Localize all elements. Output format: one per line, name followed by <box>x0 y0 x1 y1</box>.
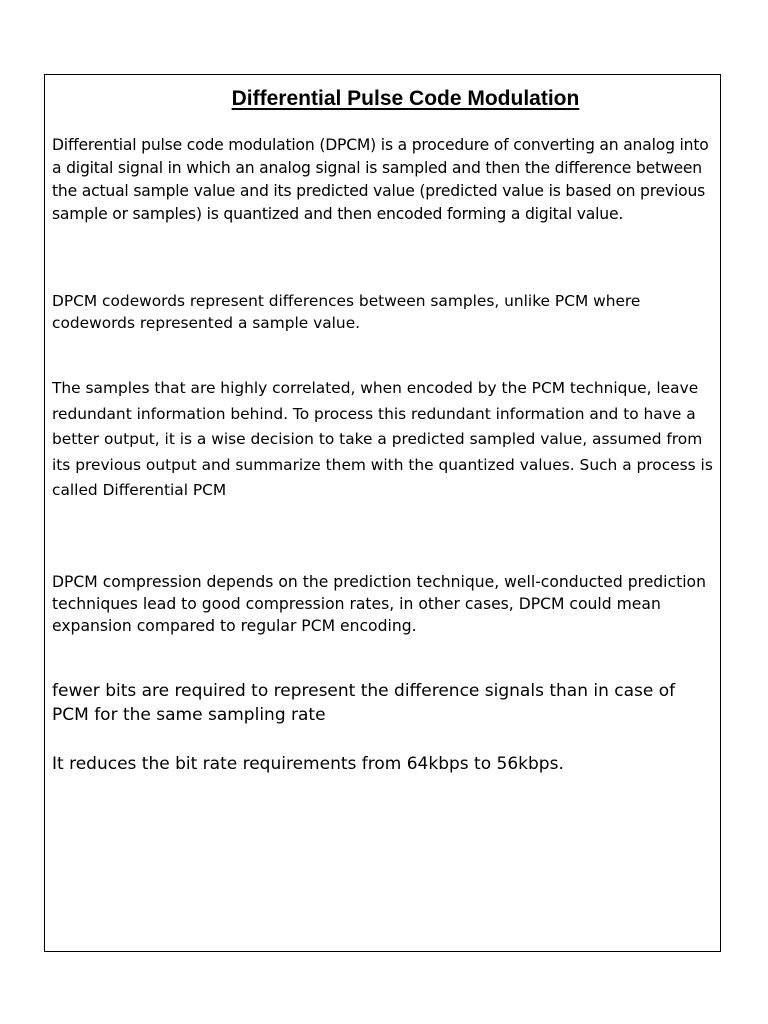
paragraph-fewer-bits: fewer bits are required to represent the difference signals than in case of PCM for the same sampling rate <box>52 681 676 725</box>
paragraph-compression: DPCM compression depends on the prediction technique, well-conducted prediction techniques lead to good compression rates, in other cases, DPCM could mean expansion compared to regular PCM encoding. <box>52 573 706 635</box>
paragraph-bit-rate: It reduces the bit rate requirements from 64kbps to 56kbps. <box>52 754 564 774</box>
content-frame <box>44 74 721 952</box>
paragraph-dpcm-codewords: DPCM codewords represent differences between samples, unlike PCM where codewords represented a sample value. <box>52 292 641 332</box>
page-title <box>45 87 720 111</box>
page-title-text: Differential Pulse Code Modulation <box>231 87 580 110</box>
paragraph-dpcm-definition: Differential pulse code modulation (DPCM) is a procedure of converting an analog into a digital signal in which an analog signal is sampled and then the difference between the actual sample value and its predicted value (predicted value is based on previous sample or samples) is quantized and then encoded forming a digital value. <box>52 136 709 223</box>
paragraph-correlated-samples: The samples that are highly correlated, when encoded by the PCM technique, leave redundant information behind. To process this redundant information and to have a better output, it is a wise decision to take a predicted sampled value, assumed from its previous output and summarize them with the quantized values. Such a process is called Differential PCM <box>52 379 713 499</box>
